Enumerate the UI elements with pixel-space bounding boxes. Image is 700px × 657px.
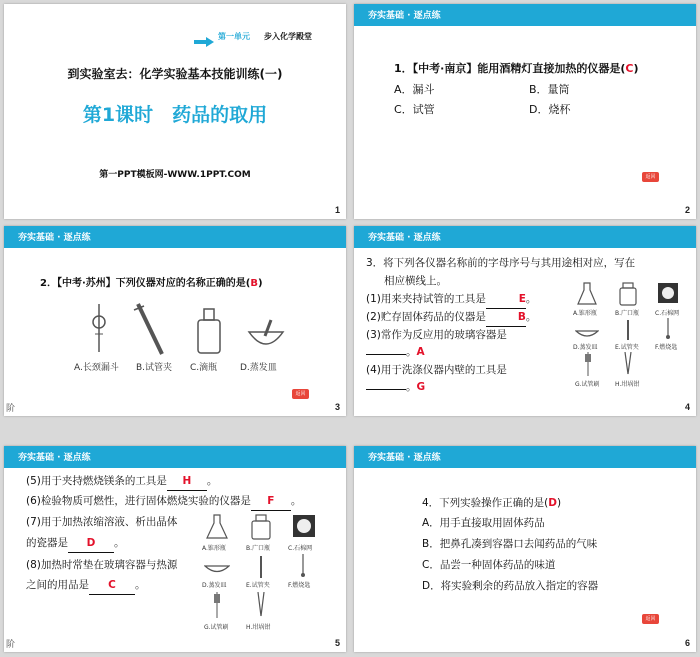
answer: E: [518, 293, 526, 305]
item-6: (6)检验物质可燃性，进行固体燃烧实验的仪器是 F 。: [26, 492, 301, 511]
answer: D: [548, 497, 557, 509]
slide-4[interactable]: [354, 226, 696, 416]
answer: C: [625, 62, 634, 75]
option-d: D．烧杯: [529, 103, 571, 116]
test-tube-clamp-icon: [132, 302, 168, 357]
evaporating-dish-icon: [204, 560, 230, 579]
item-text: (3)常作为反应用的玻璃容器是: [366, 329, 507, 341]
footer-mark: 阶: [6, 404, 16, 414]
tube-holder-icon: [623, 320, 633, 344]
slide-title: 第1课时 药品的取用: [82, 104, 268, 126]
item-7: (7)用于加热浓缩溶液、析出晶体: [26, 516, 178, 528]
item-2: (2)贮存固体药品的仪器是 B。: [366, 308, 536, 327]
slide-number: 1: [334, 205, 340, 215]
section-header-label: 夯实基础 · 逐点练: [368, 453, 441, 463]
item-text: (5)用于夹持燃烧镁条的工具是: [26, 475, 167, 487]
item-text: (2)贮存固体药品的仪器是: [366, 311, 486, 323]
slide-1[interactable]: [4, 4, 346, 219]
instrument-label-b: B.试管夹: [136, 363, 173, 373]
item-4-answer-line: 。G: [366, 378, 425, 396]
footer-mark: 阶: [6, 640, 16, 650]
tube-holder-icon: [256, 556, 266, 582]
test-tube-brush-icon: [583, 352, 593, 380]
question-4: [422, 494, 561, 512]
answer-blank: [486, 308, 526, 327]
option-c: C．品尝一种固体药品的味道: [422, 559, 556, 571]
answer-blank: [366, 354, 406, 355]
unit-title: 步入化学殿堂: [264, 32, 312, 41]
option-b: B．把鼻孔凑到容器口去闻药品的气味: [422, 538, 598, 550]
combustion-spoon-icon: [663, 318, 673, 344]
slide-number: 4: [684, 402, 690, 412]
instrument-label-d: D.蒸发皿: [240, 363, 277, 373]
section-header-label: 夯实基础 · 逐点练: [368, 11, 441, 21]
section-header: [4, 446, 346, 468]
question-3-intro-2: 相应横线上。: [384, 275, 447, 287]
instrument-label-a: A.长颈漏斗: [74, 363, 119, 373]
item-text: (6)检验物质可燃性，进行固体燃烧实验的仪器是: [26, 495, 251, 507]
apparatus-panel: [571, 280, 689, 390]
section-header-label: 夯实基础 · 逐点练: [18, 233, 91, 243]
apparatus-label-c: C.石棉网: [288, 545, 313, 552]
unit-arrow-icon: [194, 32, 214, 42]
item-3-answer-line: 。A: [366, 343, 425, 361]
crucible-tongs-icon: [621, 352, 635, 380]
apparatus-label-c: C.石棉网: [655, 310, 680, 317]
question-2: [40, 275, 263, 293]
section-header: [354, 226, 696, 248]
section-header-label: 夯实基础 · 逐点练: [18, 453, 91, 463]
back-button[interactable]: 返回: [292, 389, 309, 399]
apparatus-label-b: B.广口瓶: [615, 310, 640, 317]
wide-mouth-bottle-icon: [618, 282, 638, 310]
section-header: [4, 226, 346, 248]
question-text: 2．【中考·苏州】下列仪器对应的名称正确的是(: [40, 278, 251, 289]
item-1: (1)用来夹持试管的工具是 E。: [366, 290, 536, 309]
answer-blank: [68, 534, 114, 553]
question-text: 4．下列实验操作正确的是(: [422, 497, 549, 509]
answer: B: [517, 311, 526, 323]
option-a: A．用手直接取用固体药品: [422, 517, 545, 529]
question-1: [394, 60, 638, 78]
back-button[interactable]: 返回: [642, 172, 659, 182]
option-a: A．漏斗: [394, 83, 435, 96]
back-button[interactable]: 返回: [642, 614, 659, 624]
item-3: [366, 326, 507, 344]
apparatus-panel: [200, 512, 326, 632]
item-text: 的瓷器是: [26, 537, 68, 549]
slide-3[interactable]: [4, 226, 346, 416]
item-7-line-2: 的瓷器是 D 。: [26, 534, 125, 553]
question-suffix: ): [257, 278, 263, 289]
slide-6[interactable]: [354, 446, 696, 652]
asbestos-gauze-icon: [657, 282, 679, 308]
apparatus-label-d: D.蒸发皿: [573, 344, 598, 351]
apparatus-label-f: F.燃烧匙: [655, 344, 678, 351]
item-5: (5)用于夹持燃烧镁条的工具是 H 。: [26, 472, 217, 491]
section-header-label: 夯实基础 · 逐点练: [368, 233, 441, 243]
option-b: B．量筒: [529, 83, 570, 96]
slide-5[interactable]: [4, 446, 346, 652]
apparatus-label-h: H.坩埚钳: [246, 624, 271, 631]
apparatus-label-d: D.蒸发皿: [202, 582, 227, 589]
item-text: 之间的用品是: [26, 579, 89, 591]
answer-blank: [251, 492, 291, 511]
question-suffix: ): [633, 62, 639, 75]
crucible-tongs-icon: [254, 592, 268, 622]
slide-number: 5: [334, 638, 340, 648]
answer: A: [416, 346, 425, 358]
apparatus-label-a: A.锥形瓶: [202, 545, 226, 552]
item-text: (1)用来夹持试管的工具是: [366, 293, 486, 305]
question-text: 1．【中考·南京】能用酒精灯直接加热的仪器是(: [394, 62, 626, 75]
apparatus-label-h: H.坩埚钳: [615, 381, 640, 388]
answer: H: [182, 475, 192, 487]
option-c: C．试管: [394, 103, 435, 116]
option-d: D．将实验剩余的药品放入指定的容器: [422, 580, 599, 592]
answer-blank: [486, 290, 526, 309]
slide-number: 3: [334, 402, 340, 412]
question-3-intro: 3．将下列各仪器名称前的字母序号与其用途相对应，写在: [366, 257, 636, 269]
apparatus-label-b: B.广口瓶: [246, 545, 271, 552]
answer: B: [250, 278, 258, 289]
apparatus-label-e: E.试管夹: [615, 344, 639, 351]
answer: G: [416, 381, 426, 393]
wide-mouth-bottle-icon: [250, 514, 272, 544]
unit-label: 第一单元: [218, 32, 250, 41]
section-header: [354, 446, 696, 468]
dropper-bottle-icon: [194, 306, 224, 354]
answer: C: [108, 579, 116, 591]
site-text: 第一PPT模板网-WWW.1PPT.COM: [99, 170, 251, 180]
item-text: (4)用于洗涤仪器内壁的工具是: [366, 364, 507, 376]
instrument-label-c: C.滴瓶: [190, 363, 218, 373]
conical-flask-icon: [206, 514, 228, 544]
apparatus-label-e: E.试管夹: [246, 582, 270, 589]
slide-number: 2: [684, 205, 690, 215]
answer-blank: [89, 576, 135, 595]
apparatus-label-f: F.燃烧匙: [288, 582, 311, 589]
asbestos-gauze-icon: [292, 514, 316, 542]
answer: D: [86, 537, 96, 549]
test-tube-brush-icon: [212, 592, 222, 622]
mortar-icon: [247, 318, 285, 356]
apparatus-label-a: A.锥形瓶: [573, 310, 597, 317]
slide-2[interactable]: [354, 4, 696, 219]
item-8: (8)加热时常垫在玻璃容器与热源: [26, 559, 178, 571]
item-4: [366, 361, 507, 379]
combustion-spoon-icon: [298, 554, 308, 582]
conical-flask-icon: [577, 282, 597, 310]
long-neck-funnel-icon: [84, 304, 114, 354]
apparatus-label-g: G.试管刷: [575, 381, 600, 388]
answer-blank: [167, 472, 207, 491]
item-8-line-2: 之间的用品是 C 。: [26, 576, 146, 595]
slide-subtitle: 到实验室去：化学实验基本技能训练(一): [67, 67, 283, 81]
answer: F: [267, 495, 275, 507]
slide-number: 6: [684, 638, 690, 648]
answer-blank: [366, 389, 406, 390]
question-suffix: ): [557, 497, 562, 509]
section-header: [354, 4, 696, 26]
apparatus-label-g: G.试管刷: [204, 624, 229, 631]
evaporating-dish-icon: [575, 324, 599, 343]
